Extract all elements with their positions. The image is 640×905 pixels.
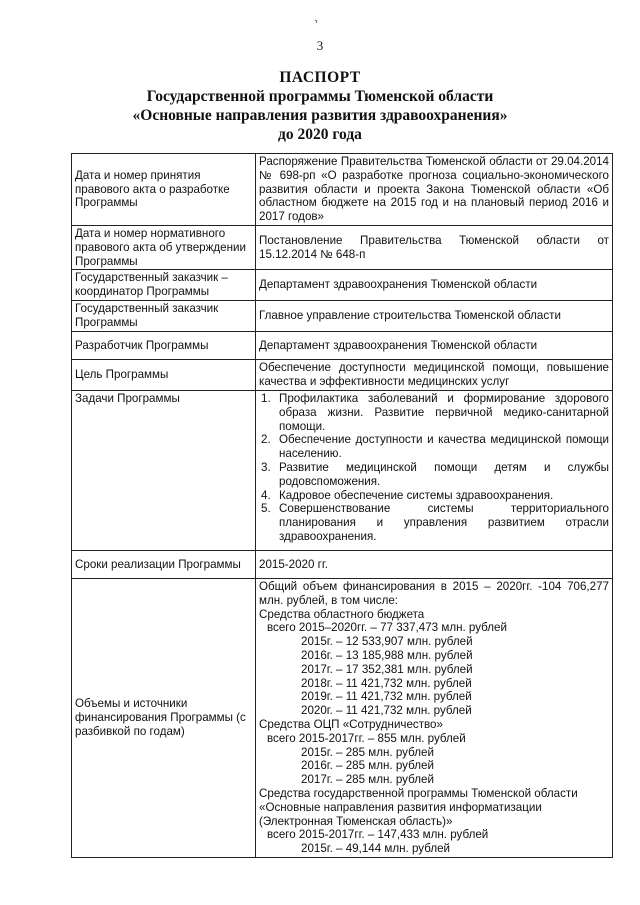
table-row	[72, 390, 613, 550]
table-row	[72, 550, 613, 578]
financing-year: 2015г. – 12 533,907 млн. рублей	[301, 635, 473, 649]
document-title: ПАСПОРТ	[279, 69, 361, 86]
row-label: Государственный заказчик – координатор Программы	[72, 270, 256, 301]
list-item: 3. Развитие медицинской помощи детям и службы родовспоможения.	[261, 460, 609, 488]
financing-year: 2016г. – 13 185,988 млн. рублей	[301, 648, 473, 662]
row-label: Дата и номер принятия правового акта о разработке Программы	[72, 154, 256, 226]
row-label: Объемы и источники финансирования Программы (с разбивкой по годам)	[72, 578, 256, 857]
row-value: Департамент здравоохранения Тюменской области	[256, 332, 613, 360]
row-value	[256, 578, 613, 857]
row-label: Дата и номер нормативного правового акта об утверждении Программы	[72, 225, 256, 269]
document-title-block	[0, 68, 640, 144]
financing-year: 2018г. – 11 421,732 млн. рублей	[301, 676, 472, 690]
row-value: Обеспечение доступности медицинской помощи, повышение качества и эффективности медицинских услуг	[256, 360, 613, 391]
list-item: 2. Обеспечение доступности и качества медицинской помощи населению.	[261, 433, 609, 461]
list-item: 1. Профилактика заболеваний и формирование здорового образа жизни. Развитие первичной медико-санитарной помощи.	[261, 391, 609, 433]
row-label: Разработчик Программы	[72, 332, 256, 360]
financing-total: Общий объем финансирования в 2015 – 2020гг. -104 706,277 млн. рублей, в том числе:	[259, 579, 609, 607]
financing-year: 2015г. – 49,144 млн. рублей	[301, 842, 451, 856]
financing-source-header: Средства областного бюджета	[259, 607, 425, 621]
financing-source-total: всего 2015-2017гг. – 147,433 млн. рублей	[267, 828, 489, 842]
financing-year: 2020г. – 11 421,732 млн. рублей	[301, 704, 472, 718]
table-row	[72, 225, 613, 269]
table-row	[72, 154, 613, 226]
list-item: 4. Кадровое обеспечение системы здравоохранения.	[261, 488, 554, 502]
passport-table	[71, 153, 613, 858]
tasks-list	[259, 392, 609, 544]
table-row	[72, 301, 613, 332]
table-row	[72, 360, 613, 391]
row-value: Постановление Правительства Тюменской области от 15.12.2014 № 648-п	[256, 225, 613, 269]
row-label: Цель Программы	[72, 360, 256, 391]
financing-year: 2017г. – 17 352,381 млн. рублей	[301, 662, 473, 676]
table-row	[72, 270, 613, 301]
financing-source-header: Средства государственной программы Тюменской области «Основные направления развития информатизации (Электронная Тюменская область)»	[259, 786, 578, 828]
page-number: 3	[316, 38, 324, 53]
financing-source-header: Средства ОЦП «Сотрудничество»	[259, 717, 443, 731]
row-label: Задачи Программы	[72, 390, 256, 550]
financing-year: 2015г. – 285 млн. рублей	[301, 745, 434, 759]
program-name-line: до 2020 года	[278, 126, 362, 143]
table-row	[72, 578, 613, 857]
financing-source-total: всего 2015-2017гг. – 855 млн. рублей	[267, 731, 466, 745]
financing-source-total: всего 2015–2020гг. – 77 337,473 млн. рублей	[267, 621, 507, 635]
row-value: Главное управление строительства Тюменской области	[256, 301, 613, 332]
financing-year: 2019г. – 11 421,732 млн. рублей	[301, 690, 472, 704]
row-value: 2015-2020 гг.	[256, 550, 613, 578]
table-row	[72, 332, 613, 360]
row-label: Государственный заказчик Программы	[72, 301, 256, 332]
row-value	[256, 390, 613, 550]
financing-year: 2017г. – 285 млн. рублей	[301, 773, 434, 787]
scan-artifact	[314, 19, 319, 24]
program-name-line: Государственной программы Тюменской области	[146, 88, 494, 105]
list-item: 5. Совершенствование системы территориального планирования и управления развитием отрасли здравоохранения.	[261, 502, 609, 543]
financing-year: 2016г. – 285 млн. рублей	[301, 759, 434, 773]
program-name-line: «Основные направления развития здравоохранения»	[132, 107, 508, 124]
row-label: Сроки реализации Программы	[72, 550, 256, 578]
row-value: Распоряжение Правительства Тюменской области от 29.04.2014 № 698-рп «О разработке прогноза социально-экономического развития области и проекта Закона Тюменской области «Об областном бюджете на 2015 год и на плановый период 2016 и 2017 годов»	[256, 154, 613, 226]
row-value: Департамент здравоохранения Тюменской области	[256, 270, 613, 301]
